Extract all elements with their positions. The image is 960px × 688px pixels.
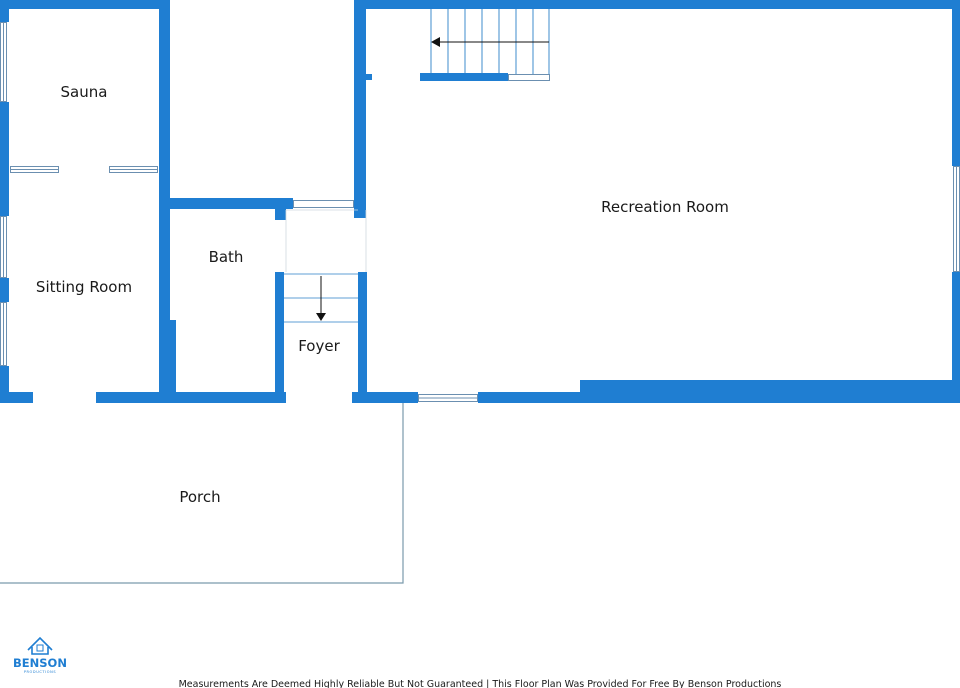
wall-segment [580, 380, 960, 403]
wall-segment [0, 392, 33, 403]
opening [0, 216, 9, 278]
wall-segment [166, 320, 176, 403]
wall-segment [354, 0, 366, 218]
room-label-porch: Porch [179, 488, 221, 506]
wall-segment [275, 272, 284, 403]
room-label-foyer: Foyer [298, 337, 340, 355]
recreation-stair-arrow [431, 37, 549, 47]
foyer-stairs [284, 210, 366, 322]
room-label-bath: Bath [208, 248, 244, 266]
room-label-recreation-room: Recreation Room [601, 198, 729, 216]
foyer-stair-arrow [316, 276, 326, 321]
opening [372, 74, 420, 80]
logo-subtitle: PRODUCTIONS [23, 670, 57, 674]
opening [0, 22, 9, 102]
wall-segment [159, 198, 293, 209]
room-label-sauna: Sauna [60, 83, 108, 101]
window [509, 75, 550, 81]
opening [0, 302, 9, 366]
room-label-sitting-room: Sitting Room [35, 278, 133, 296]
wall-segment [0, 0, 170, 9]
wall-segment [420, 73, 508, 81]
arrow-head [431, 37, 440, 47]
house-window [37, 645, 43, 651]
wall-segment [96, 392, 286, 403]
logo-name: BENSON [13, 656, 67, 670]
wall-segment [358, 272, 367, 403]
footer-disclaimer: Measurements Are Deemed Highly Reliable But Not Guaranteed | This Floor Plan Was Provided For Free By Benson Productions [178, 679, 782, 688]
arrow-head [316, 313, 326, 321]
wall-segment [354, 0, 960, 9]
wall-segment [275, 198, 286, 220]
house-icon [28, 638, 52, 654]
benson-logo [13, 638, 67, 674]
